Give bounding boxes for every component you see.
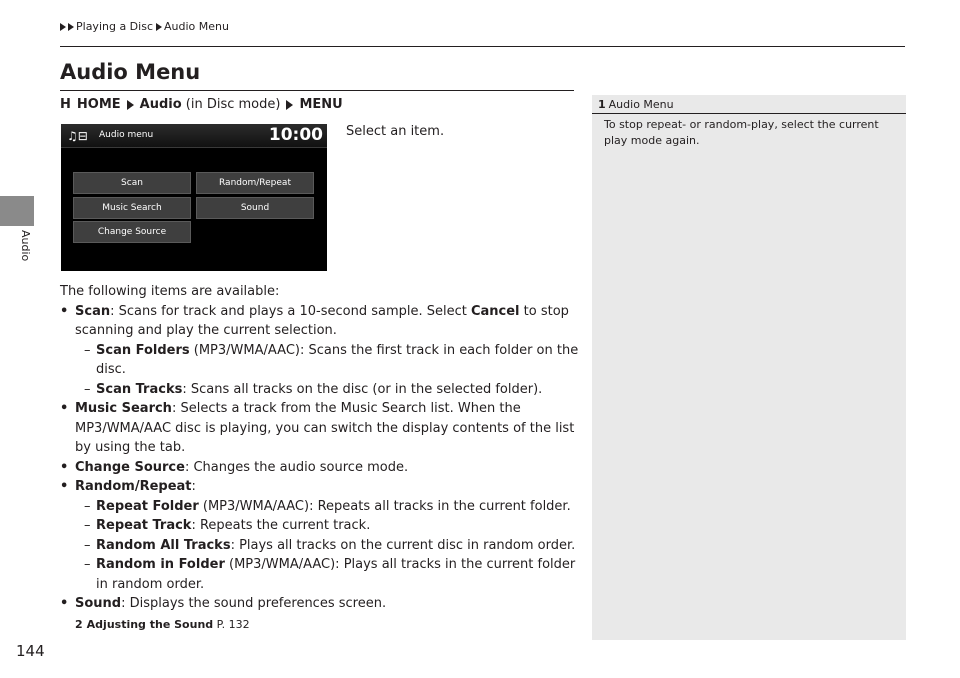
breadcrumb xyxy=(60,20,232,33)
sidebar-note-title: Audio Menu xyxy=(608,97,674,111)
random-repeat-button[interactable]: Random/Repeat xyxy=(196,172,314,194)
home-menu-icon: H xyxy=(60,97,71,112)
list-item: • Change Source: Changes the audio source mode. xyxy=(60,458,585,478)
list-item: – Random All Tracks: Plays all tracks on the current disc in random order. xyxy=(60,536,585,556)
audio-menu-screen xyxy=(61,124,327,271)
breadcrumb-arrow-icon xyxy=(156,23,162,31)
sidebar-note-body: To stop repeat- or random-play, select the current play mode again. xyxy=(604,118,879,147)
title-divider xyxy=(60,90,574,91)
note-number: 1 xyxy=(598,97,606,111)
nav-step-menu: MENU xyxy=(299,97,343,112)
list-item: – Repeat Folder (MP3/WMA/AAC): Repeats all tracks in the current folder. xyxy=(60,497,585,517)
breadcrumb-item: Audio Menu xyxy=(164,20,229,33)
list-item: • Sound: Displays the sound preferences screen. xyxy=(60,594,585,614)
list-item: • Random/Repeat: xyxy=(60,477,585,497)
music-search-button[interactable]: Music Search xyxy=(73,197,191,219)
reference-page: P. 132 xyxy=(213,617,250,631)
page-title: Audio Menu xyxy=(60,60,201,84)
sidebar-note-header xyxy=(592,95,906,114)
sound-button[interactable]: Sound xyxy=(196,197,314,219)
list-item: – Scan Folders (MP3/WMA/AAC): Scans the first track in each folder on the disc. xyxy=(60,341,585,380)
header-divider xyxy=(60,46,905,47)
nav-step-home: HOME xyxy=(76,97,121,112)
music-note-icon: ♫⊟ xyxy=(67,129,88,143)
breadcrumb-arrow-icon xyxy=(68,23,74,31)
screen-clock: 10:00 xyxy=(268,125,323,145)
navigation-path xyxy=(60,97,343,112)
sidebar-note xyxy=(592,95,906,640)
list-item: – Scan Tracks: Scans all tracks on the disc (or in the selected folder). xyxy=(60,380,585,400)
select-instruction: Select an item. xyxy=(346,124,445,139)
item-descriptions xyxy=(60,282,585,636)
side-tab xyxy=(0,196,34,226)
scan-button[interactable]: Scan xyxy=(73,172,191,194)
list-item: – Repeat Track: Repeats the current track. xyxy=(60,516,585,536)
list-item: • Music Search: Selects a track from the Music Search list. When the MP3/WMA/AAC disc is playing, you can switch the display contents of the list by using the tab. xyxy=(60,399,585,458)
change-source-button[interactable]: Change Source xyxy=(73,221,191,243)
screen-header xyxy=(61,124,327,148)
list-item: – Random in Folder (MP3/WMA/AAC): Plays all tracks in the current folder in random order. xyxy=(60,555,585,594)
nav-arrow-icon xyxy=(127,100,134,110)
nav-step-audio-note: (in Disc mode) xyxy=(181,97,281,112)
list-item: • Scan: Scans for track and plays a 10-second sample. Select Cancel to stop scanning and play the current selection. xyxy=(60,302,585,341)
breadcrumb-arrow-icon xyxy=(60,23,66,31)
nav-arrow-icon xyxy=(286,100,293,110)
reference-label: Adjusting the Sound xyxy=(86,617,214,631)
side-tab-label: Audio xyxy=(19,230,32,262)
screen-title: Audio menu xyxy=(99,130,154,140)
page-number: 144 xyxy=(16,642,45,660)
reference-icon: 2 xyxy=(75,617,83,631)
breadcrumb-item: Playing a Disc xyxy=(76,20,153,33)
cross-reference-link[interactable] xyxy=(60,614,585,636)
nav-step-audio: Audio xyxy=(139,97,182,112)
intro-text: The following items are available: xyxy=(60,284,280,299)
